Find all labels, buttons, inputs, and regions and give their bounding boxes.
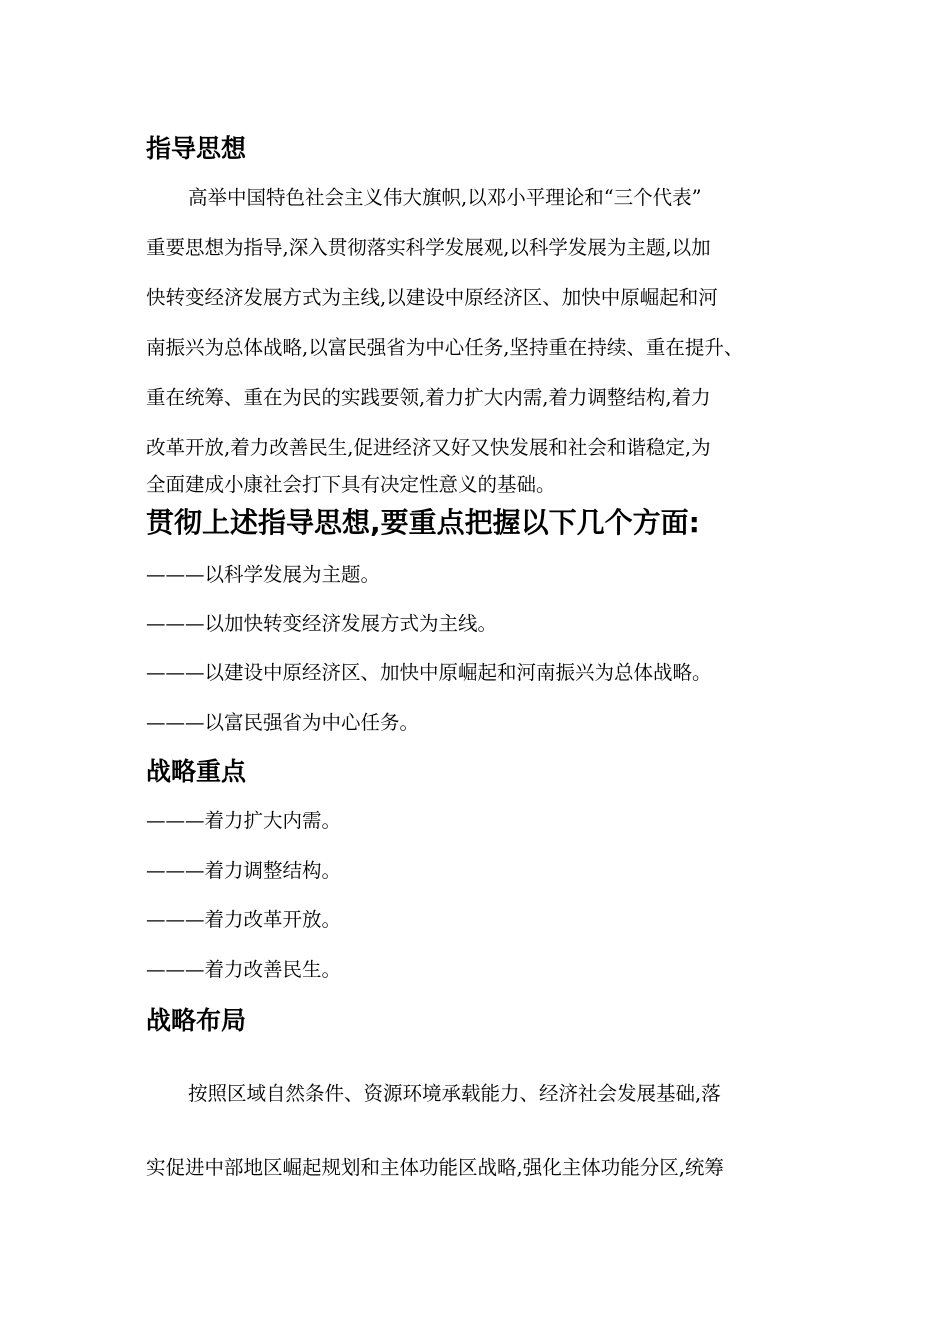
heading-guiding-ideology: 指导思想: [146, 134, 247, 163]
paragraph-line: 实促进中部地区崛起规划和主体功能区战略,强化主体功能分区,统筹: [146, 1156, 724, 1179]
list-item: ———着力扩大内需。: [146, 809, 342, 832]
heading-strategic-focus: 战略重点: [146, 757, 247, 786]
list-item: ———以富民强省为中心任务。: [146, 711, 420, 734]
paragraph-line: 快转变经济发展方式为主线,以建设中原经济区、加快中原崛起和河: [146, 286, 718, 309]
heading-strategic-layout: 战略布局: [146, 1006, 247, 1035]
list-item: ———以建设中原经济区、加快中原崛起和河南振兴为总体战略。: [146, 661, 712, 684]
paragraph-line: 重在统筹、重在为民的实践要领,着力扩大内需,着力调整结构,着力: [146, 386, 711, 409]
paragraph-line: 高举中国特色社会主义伟大旗帜,以邓小平理论和“三个代表”: [188, 186, 702, 209]
paragraph-line: 南振兴为总体战略,以富民强省为中心任务,坚持重在持续、重在提升、: [146, 336, 744, 359]
paragraph-line: 改革开放,着力改善民生,促进经济又好又快发展和社会和谐稳定,为: [146, 436, 711, 459]
heading-key-aspects: 贯彻上述指导思想,要重点把握以下几个方面:: [146, 506, 700, 539]
list-item: ———着力改善民生。: [146, 958, 342, 981]
list-item: ———以加快转变经济发展方式为主线。: [146, 612, 498, 635]
list-item: ———着力改革开放。: [146, 908, 342, 931]
paragraph-line: 全面建成小康社会打下具有决定性意义的基础。: [146, 473, 556, 496]
paragraph-line: 重要思想为指导,深入贯彻落实科学发展观,以科学发展为主题,以加: [146, 236, 711, 259]
list-item: ———着力调整结构。: [146, 859, 342, 882]
list-item: ———以科学发展为主题。: [146, 563, 381, 586]
paragraph-line: 按照区域自然条件、资源环境承载能力、经济社会发展基础,落: [188, 1082, 721, 1105]
